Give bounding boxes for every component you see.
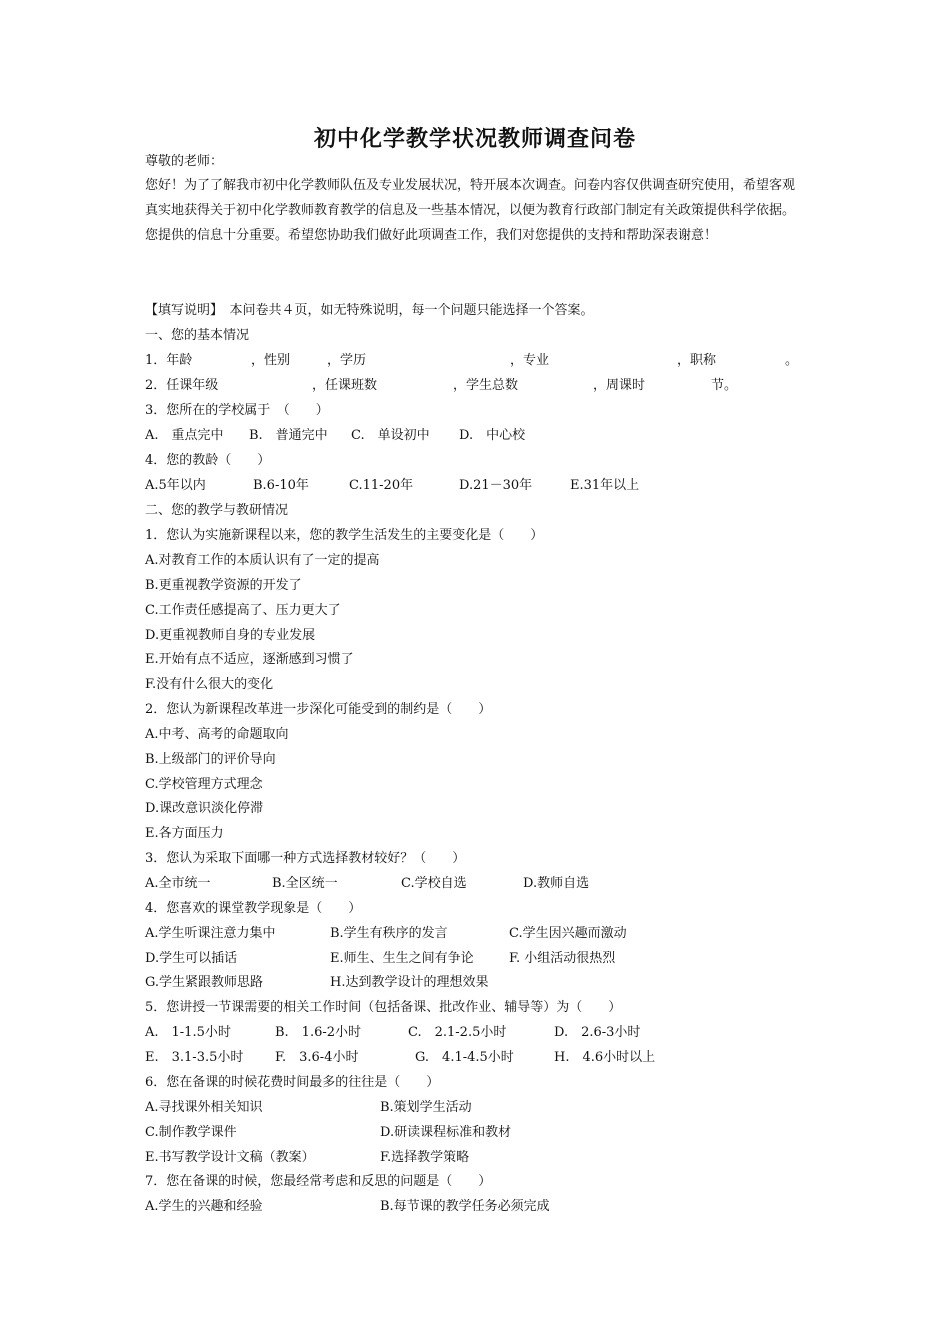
- class-count-label: ，任课班数: [312, 378, 378, 393]
- option: A. 重点完中: [145, 428, 224, 443]
- option: C.制作教学课件: [145, 1125, 237, 1140]
- option: B.每节课的教学任务必须完成: [380, 1199, 550, 1214]
- question-text: 3．您所在的学校属于 （ ）: [145, 403, 329, 418]
- option: F.选择教学策略: [380, 1150, 470, 1165]
- option: E.31年以上: [570, 478, 640, 493]
- question-text: 4．您喜欢的课堂教学现象是（ ）: [145, 901, 362, 916]
- question-text: 5．您讲授一节课需要的相关工作时间（包括备课、批改作业、辅导等）为（ ）: [145, 1000, 622, 1015]
- option: C. 单设初中: [351, 428, 430, 443]
- greeting: 尊敬的老师：: [145, 154, 224, 169]
- question-text: 7．您在备课的时候，您最经常考虑和反思的问题是（ ）: [145, 1174, 492, 1189]
- option: E. 3.1-3.5小时: [145, 1050, 244, 1065]
- option: B.全区统一: [272, 876, 338, 891]
- option: C. 2.1-2.5小时: [408, 1025, 507, 1040]
- option: D.21－30年: [459, 478, 533, 493]
- major-label: ，专业: [510, 353, 550, 368]
- page-title: 初中化学教学状况教师调查问卷: [313, 126, 636, 152]
- option: A.5年以内: [145, 478, 206, 493]
- option: E.书写教学设计文稿（教案）: [145, 1150, 315, 1165]
- option: B.6-10年: [253, 478, 309, 493]
- question-text: 2．您认为新课程改革进一步深化可能受到的制约是（ ）: [145, 702, 492, 717]
- option: A.对教育工作的本质认识有了一定的提高: [145, 553, 380, 568]
- student-total-label: ，学生总数: [453, 378, 519, 393]
- option: C.学校管理方式理念: [145, 777, 263, 792]
- question-text: 3．您认为采取下面哪一种方式选择教材较好？（ ）: [145, 851, 466, 866]
- option: A.中考、高考的命题取向: [145, 727, 289, 742]
- option: F. 3.6-4小时: [275, 1050, 359, 1065]
- option: E.各方面压力: [145, 826, 224, 841]
- weekly-hours-label: ，周课时: [593, 378, 646, 393]
- option: A.全市统一: [145, 876, 211, 891]
- option: G. 4.1-4.5小时: [415, 1050, 514, 1065]
- option: E.师生、生生之间有争论: [330, 951, 474, 966]
- question-text: 1．您认为实施新课程以来，您的教学生活发生的主要变化是（ ）: [145, 528, 544, 543]
- option: B.策划学生活动: [380, 1100, 472, 1115]
- option: D.学生可以插话: [145, 951, 238, 966]
- question-text: 6．您在备课的时候花费时间最多的往往是（ ）: [145, 1075, 440, 1090]
- option: A. 1-1.5小时: [145, 1025, 231, 1040]
- gender-label: ，性别: [251, 353, 291, 368]
- option: H.达到教学设计的理想效果: [330, 975, 489, 990]
- option: D.更重视教师自身的专业发展: [145, 628, 316, 643]
- option: B.上级部门的评价导向: [145, 752, 276, 767]
- section1-heading: 一、您的基本情况: [145, 328, 250, 343]
- option: C.学生因兴趣而激动: [509, 926, 627, 941]
- row2-end: 节。: [711, 378, 738, 393]
- option: D.教师自选: [523, 876, 590, 891]
- instructions: 【填写说明】 本问卷共４页，如无特殊说明，每一个问题只能选择一个答案。: [145, 303, 594, 318]
- option: F. 小组活动很热烈: [509, 951, 616, 966]
- option: B.更重视教学资源的开发了: [145, 578, 302, 593]
- age-label: 1．年龄: [145, 353, 193, 368]
- grade-label: 2．任课年级: [145, 378, 219, 393]
- question-text: 4．您的教龄（ ）: [145, 453, 271, 468]
- row1-end: 。: [785, 353, 799, 368]
- option: A.寻找课外相关知识: [145, 1100, 263, 1115]
- option: C.11-20年: [349, 478, 414, 493]
- section2-heading: 二、您的教学与教研情况: [145, 503, 289, 518]
- option: B.学生有秩序的发言: [330, 926, 448, 941]
- education-label: ，学历: [327, 353, 367, 368]
- option: C.学校自选: [401, 876, 467, 891]
- option: D. 中心校: [459, 428, 526, 443]
- option: E.开始有点不适应，逐渐感到习惯了: [145, 652, 354, 667]
- option: D. 2.6-3小时: [554, 1025, 641, 1040]
- option: D.课改意识淡化停滞: [145, 801, 264, 816]
- option: H. 4.6小时以上: [554, 1050, 656, 1065]
- option: B. 普通完中: [249, 428, 328, 443]
- intro-paragraph: 您好！为了了解我市初中化学教师队伍及专业发展状况，特开展本次调查。问卷内容仅供调查研究使用，希望客观真实地获得关于初中化学教师教育教学的信息及一些基本情况，以便为教育行政部门制定有关政策提供科学依据。您提供的信息十分重要。希望您协助我们做好此项调查工作，我们对您提供的支持和帮助深表谢意！: [145, 178, 796, 243]
- title-label: ，职称: [677, 353, 717, 368]
- option: G.学生紧跟教师思路: [145, 975, 264, 990]
- option: B. 1.6-2小时: [275, 1025, 362, 1040]
- option: D.研读课程标准和教材: [380, 1125, 512, 1140]
- option: A.学生听课注意力集中: [145, 926, 276, 941]
- option: A.学生的兴趣和经验: [145, 1199, 263, 1214]
- option: F.没有什么很大的变化: [145, 677, 274, 692]
- option: C.工作责任感提高了、压力更大了: [145, 603, 341, 618]
